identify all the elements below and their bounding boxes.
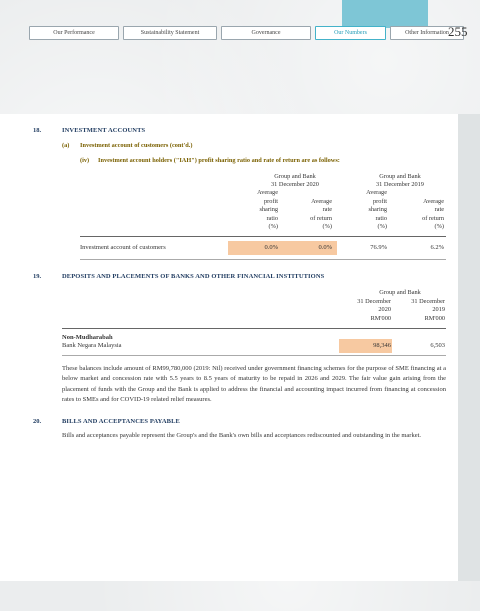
col-psr-2020-l4: ratio <box>266 214 278 222</box>
value-bnm-2019: 6,503 <box>430 342 445 349</box>
s19-col-2019-l1: 31 December <box>411 297 445 305</box>
header-2020-date: 31 December 2020 <box>271 181 319 188</box>
col-psr-2020 <box>238 189 278 232</box>
col-ror-2020 <box>290 198 332 232</box>
subsection-iv-number: (iv) <box>80 157 90 164</box>
header-2020-group: Group and Bank <box>274 173 316 180</box>
s19-col-2020-l3: RM'000 <box>370 314 391 322</box>
section-19-number: 19. <box>33 273 42 280</box>
header-2019-group: Group and Bank <box>379 173 421 180</box>
subsection-a-title: Investment account of customers (cont'd.) <box>80 142 193 149</box>
section-20-title: BILLS AND ACCEPTANCES PAYABLE <box>62 418 180 425</box>
page-number: 255 <box>448 24 468 39</box>
tab-governance[interactable]: Governance <box>221 26 311 40</box>
tab-our-numbers[interactable]: Our Numbers <box>315 26 386 40</box>
s19-group-header: Group and Bank <box>379 289 421 296</box>
col-ror-2019 <box>402 198 444 232</box>
col-psr-2019-l4: ratio <box>375 214 387 222</box>
col-psr-2019-l3: sharing <box>368 206 387 214</box>
table-18-bottom-rule <box>80 259 446 260</box>
col-ror-2019-l3: of return <box>422 214 444 222</box>
row-bnm-label: Bank Negara Malaysia <box>62 342 122 349</box>
subsection-a-number: (a) <box>62 142 70 149</box>
value-psr-2019: 76.9% <box>370 244 387 251</box>
col-ror-2020-l2: rate <box>322 206 332 214</box>
row-category-non-mudharabah: Non-Mudharabah <box>62 334 113 341</box>
s19-col-2019-l3: RM'000 <box>424 314 445 322</box>
col-psr-2020-l5: (%) <box>268 223 278 231</box>
col-ror-2019-l1: Average <box>423 197 444 205</box>
table-18-header-rule <box>80 236 446 237</box>
right-margin-strip <box>458 114 480 581</box>
value-ror-2020: 0.0% <box>318 244 332 251</box>
col-ror-2019-l2: rate <box>434 206 444 214</box>
col-ror-2020-l4: (%) <box>322 223 332 231</box>
section-19-title: DEPOSITS AND PLACEMENTS OF BANKS AND OTHER FINANCIAL INSTITUTIONS <box>62 273 325 280</box>
s19-note-paragraph: These balances include amount of RM99,780,000 (2019: Nil) received under government financing schemes for the purpose of SME financing at a below market and concession rate with 5.5 years to 8.5 years of maturity to be repaid in 2026 and 2029. The fair value gain arising from the placement of funds with the Group and the Bank is applied to address the financial and accounting impact incurred from financing at concession rates to SMEs and for COVID-19 related relief measures. <box>62 365 446 404</box>
tab-our-performance[interactable]: Our Performance <box>29 26 119 40</box>
s19-col-2019-l2: 2019 <box>432 306 445 314</box>
col-psr-2020-l1: Average <box>257 189 278 196</box>
value-ror-2019: 6.2% <box>430 244 444 251</box>
col-psr-2020-l3: sharing <box>259 206 278 214</box>
tab-other-information[interactable]: Other Information <box>390 26 464 40</box>
tab-sustainability-statement[interactable]: Sustainability Statement <box>123 26 217 40</box>
col-psr-2019 <box>347 189 387 232</box>
table-19-header-rule <box>62 328 446 329</box>
s19-col-2019 <box>380 298 445 324</box>
col-ror-2020-l3: of return <box>310 214 332 222</box>
s20-paragraph: Bills and acceptances payable represent the Group's and the Bank's own bills and acceptances rediscounted and outstanding in the market. <box>62 432 422 439</box>
table-19-bottom-rule <box>62 355 446 356</box>
col-ror-2019-l4: (%) <box>434 223 444 231</box>
section-18-title: INVESTMENT ACCOUNTS <box>62 127 146 134</box>
section-18-number: 18. <box>33 127 42 134</box>
subsection-iv-title: Investment account holders ("IAH") profit sharing ratio and rate of return are as follows: <box>98 157 340 164</box>
col-psr-2019-l5: (%) <box>377 223 387 231</box>
section-20-number: 20. <box>33 418 42 425</box>
value-bnm-2020: 98,346 <box>373 342 391 349</box>
value-psr-2020: 0.0% <box>264 244 278 251</box>
col-ror-2020-l1: Average <box>311 197 332 205</box>
s19-col-2020-l1: 31 December <box>357 297 391 305</box>
col-psr-2020-l2: profit <box>264 197 278 205</box>
col-psr-2019-l2: profit <box>373 197 387 205</box>
row-investment-account-label: Investment account of customers <box>80 244 166 251</box>
active-tab-accent <box>342 0 428 28</box>
s19-col-2020-l2: 2020 <box>378 306 391 314</box>
header-2019-date: 31 December 2019 <box>376 181 424 188</box>
top-navigation <box>29 26 468 42</box>
col-psr-2019-l1: Average <box>366 189 387 196</box>
